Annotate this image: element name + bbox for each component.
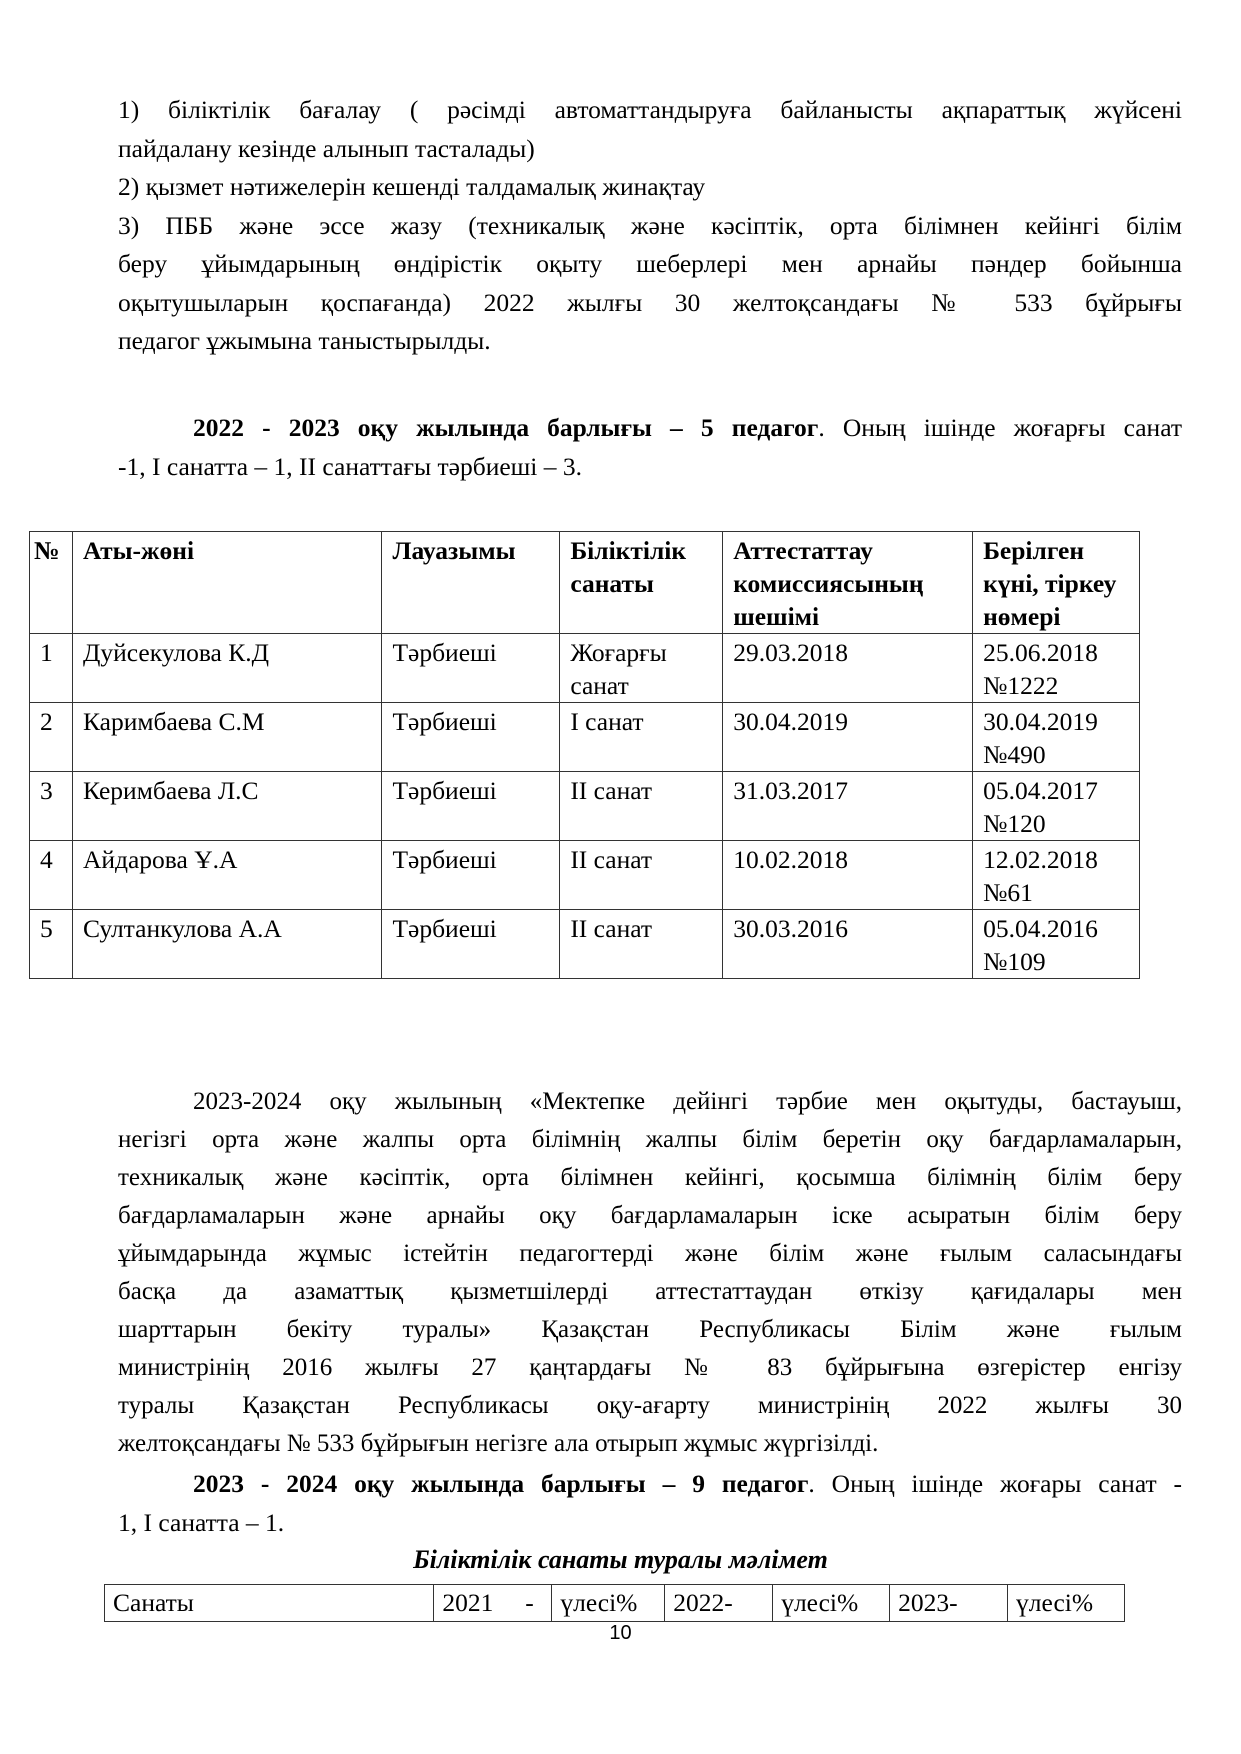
header-position: Лауазымы xyxy=(382,532,560,634)
cell-decision: 30.03.2016 xyxy=(723,910,973,979)
summary-2023-rest: . Оның ішінде жоғары санат - xyxy=(808,1469,1182,1498)
rules-line: бағдарламаларын және арнайы оқу бағдарламаларын іске асыратын білім беру xyxy=(118,1202,1182,1229)
table-row xyxy=(30,634,1140,703)
cell-number: 5 xyxy=(30,910,73,979)
header-number: № xyxy=(30,532,73,634)
rules-line: шарттарын бекіту туралы» Қазақстан Республикасы Білім және ғылым xyxy=(118,1316,1182,1343)
cell-name: Керимбаева Л.С xyxy=(72,772,381,841)
category-header-cell: 2021 - xyxy=(434,1585,552,1622)
category-header-cell: үлесі% xyxy=(552,1585,665,1622)
cell-decision: 10.02.2018 xyxy=(723,841,973,910)
summary-2023-line2: 1, I санатта – 1. xyxy=(118,1507,285,1537)
cell-category: II санат xyxy=(560,841,723,910)
rules-line: ұйымдарында жұмыс істейтін педагогтерді және білім және ғылым саласындағы xyxy=(118,1240,1182,1267)
summary-2023-line1 xyxy=(118,1465,1182,1504)
table-row xyxy=(30,772,1140,841)
cell-number: 4 xyxy=(30,841,73,910)
cell-category: I санат xyxy=(560,703,723,772)
summary-2022-line2: -1, I санатта – 1, II санаттағы тәрбиеші – 3. xyxy=(118,451,583,481)
cell-category: Жоғарғы санат xyxy=(560,634,723,703)
cell-position: Тәрбиеші xyxy=(382,910,560,979)
header-decision: Аттестаттау комиссиясының шешімі xyxy=(723,532,973,634)
category-header-cell: үлесі% xyxy=(773,1585,890,1622)
attestation-header-row xyxy=(30,532,1140,634)
category-header-cell: 2023- xyxy=(890,1585,1008,1622)
intro-line: 2) қызмет нәтижелерін кешенді талдамалық жинақтау xyxy=(118,172,706,201)
cell-issued: 25.06.2018 №1222 xyxy=(973,634,1140,703)
rules-line: басқа да азаматтық қызметшілерді аттестаттаудан өткізу қағидалары мен xyxy=(118,1278,1182,1305)
category-header-row xyxy=(105,1585,1125,1622)
category-header-cell: 2022- xyxy=(665,1585,773,1622)
cell-issued: 12.02.2018 №61 xyxy=(973,841,1140,910)
cell-issued: 05.04.2016 №109 xyxy=(973,910,1140,979)
category-info-caption: Біліктілік санаты туралы мәлімет xyxy=(413,1545,828,1574)
rules-line: министрінің 2016 жылғы 27 қаңтардағы № 83 бұйрығына өзгерістер енгізу xyxy=(118,1354,1182,1381)
cell-decision: 31.03.2017 xyxy=(723,772,973,841)
cell-number: 2 xyxy=(30,703,73,772)
intro-line: оқытушыларын қоспағанда) 2022 жылғы 30 желтоқсандағы № 533 бұйрығы xyxy=(118,287,1182,317)
cell-position: Тәрбиеші xyxy=(382,703,560,772)
intro-line: 1) біліктілік бағалау ( рәсімді автоматтандыруға байланысты ақпараттық жүйсені xyxy=(118,95,1182,124)
cell-category: II санат xyxy=(560,910,723,979)
attestation-table xyxy=(29,531,1140,979)
category-header-cell: Санаты xyxy=(105,1585,434,1622)
cell-number: 1 xyxy=(30,634,73,703)
cell-position: Тәрбиеші xyxy=(382,772,560,841)
header-category: Біліктілік санаты xyxy=(560,532,723,634)
page-number: 10 xyxy=(609,1622,632,1644)
rules-2023-paragraph xyxy=(118,1083,1182,1463)
header-issued: Берілген күні, тіркеу нөмері xyxy=(973,532,1140,634)
rules-line: негізгі орта және жалпы орта білімнің жалпы білім беретін оқу бағдарламаларын, xyxy=(118,1126,1182,1153)
header-name: Аты-жөні xyxy=(72,532,381,634)
rules-line: желтоқсандағы № 533 бұйрығын негізге ала отырып жұмыс жүргізілді. xyxy=(118,1430,879,1457)
intro-line: пайдалану кезінде алынып тасталады) xyxy=(118,133,535,163)
cell-name: Дуйсекулова К.Д xyxy=(72,634,381,703)
summary-2022-paragraph xyxy=(118,409,1182,486)
summary-2022-line1 xyxy=(118,409,1182,448)
cell-number: 3 xyxy=(30,772,73,841)
cell-position: Тәрбиеші xyxy=(382,841,560,910)
intro-paragraph xyxy=(118,91,1182,361)
cell-category: II санат xyxy=(560,772,723,841)
intro-line: 3) ПББ және эссе жазу (техникалық және кәсіптік, орта білімнен кейінгі білім xyxy=(118,210,1182,240)
cell-name: Султанкулова А.А xyxy=(72,910,381,979)
cell-name: Айдарова Ұ.А xyxy=(72,841,381,910)
intro-line: педагог ұжымына таныстырылды. xyxy=(118,326,491,355)
cell-issued: 30.04.2019 №490 xyxy=(973,703,1140,772)
cell-issued: 05.04.2017 №120 xyxy=(973,772,1140,841)
cell-decision: 29.03.2018 xyxy=(723,634,973,703)
intro-line: беру ұйымдарының өндірістік оқыту шеберлері мен арнайы пәндер бойынша xyxy=(118,249,1182,278)
rules-line: техникалық және кәсіптік, орта білімнен кейінгі, қосымша білімнің білім беру xyxy=(118,1164,1182,1191)
summary-2022-rest: . Оның ішінде жоғарғы санат xyxy=(818,413,1182,442)
category-header-cell: үлесі% xyxy=(1008,1585,1125,1622)
table-row xyxy=(30,703,1140,772)
summary-2022-bold: 2022 - 2023 оқу жылында барлығы – 5 педагог xyxy=(193,413,819,442)
category-info-table xyxy=(104,1584,1125,1622)
summary-2023-bold: 2023 - 2024 оқу жылында барлығы – 9 педагог xyxy=(193,1469,809,1498)
table-row xyxy=(30,910,1140,979)
summary-2023-paragraph xyxy=(118,1465,1182,1542)
cell-decision: 30.04.2019 xyxy=(723,703,973,772)
cell-name: Каримбаева С.М xyxy=(72,703,381,772)
cell-position: Тәрбиеші xyxy=(382,634,560,703)
rules-line: 2023-2024 оқу жылының «Мектепке дейінгі тәрбие мен оқытуды, бастауыш, xyxy=(193,1088,1182,1115)
table-row xyxy=(30,841,1140,910)
rules-line: туралы Қазақстан Республикасы оқу-ағарту министрінің 2022 жылғы 30 xyxy=(118,1392,1182,1419)
